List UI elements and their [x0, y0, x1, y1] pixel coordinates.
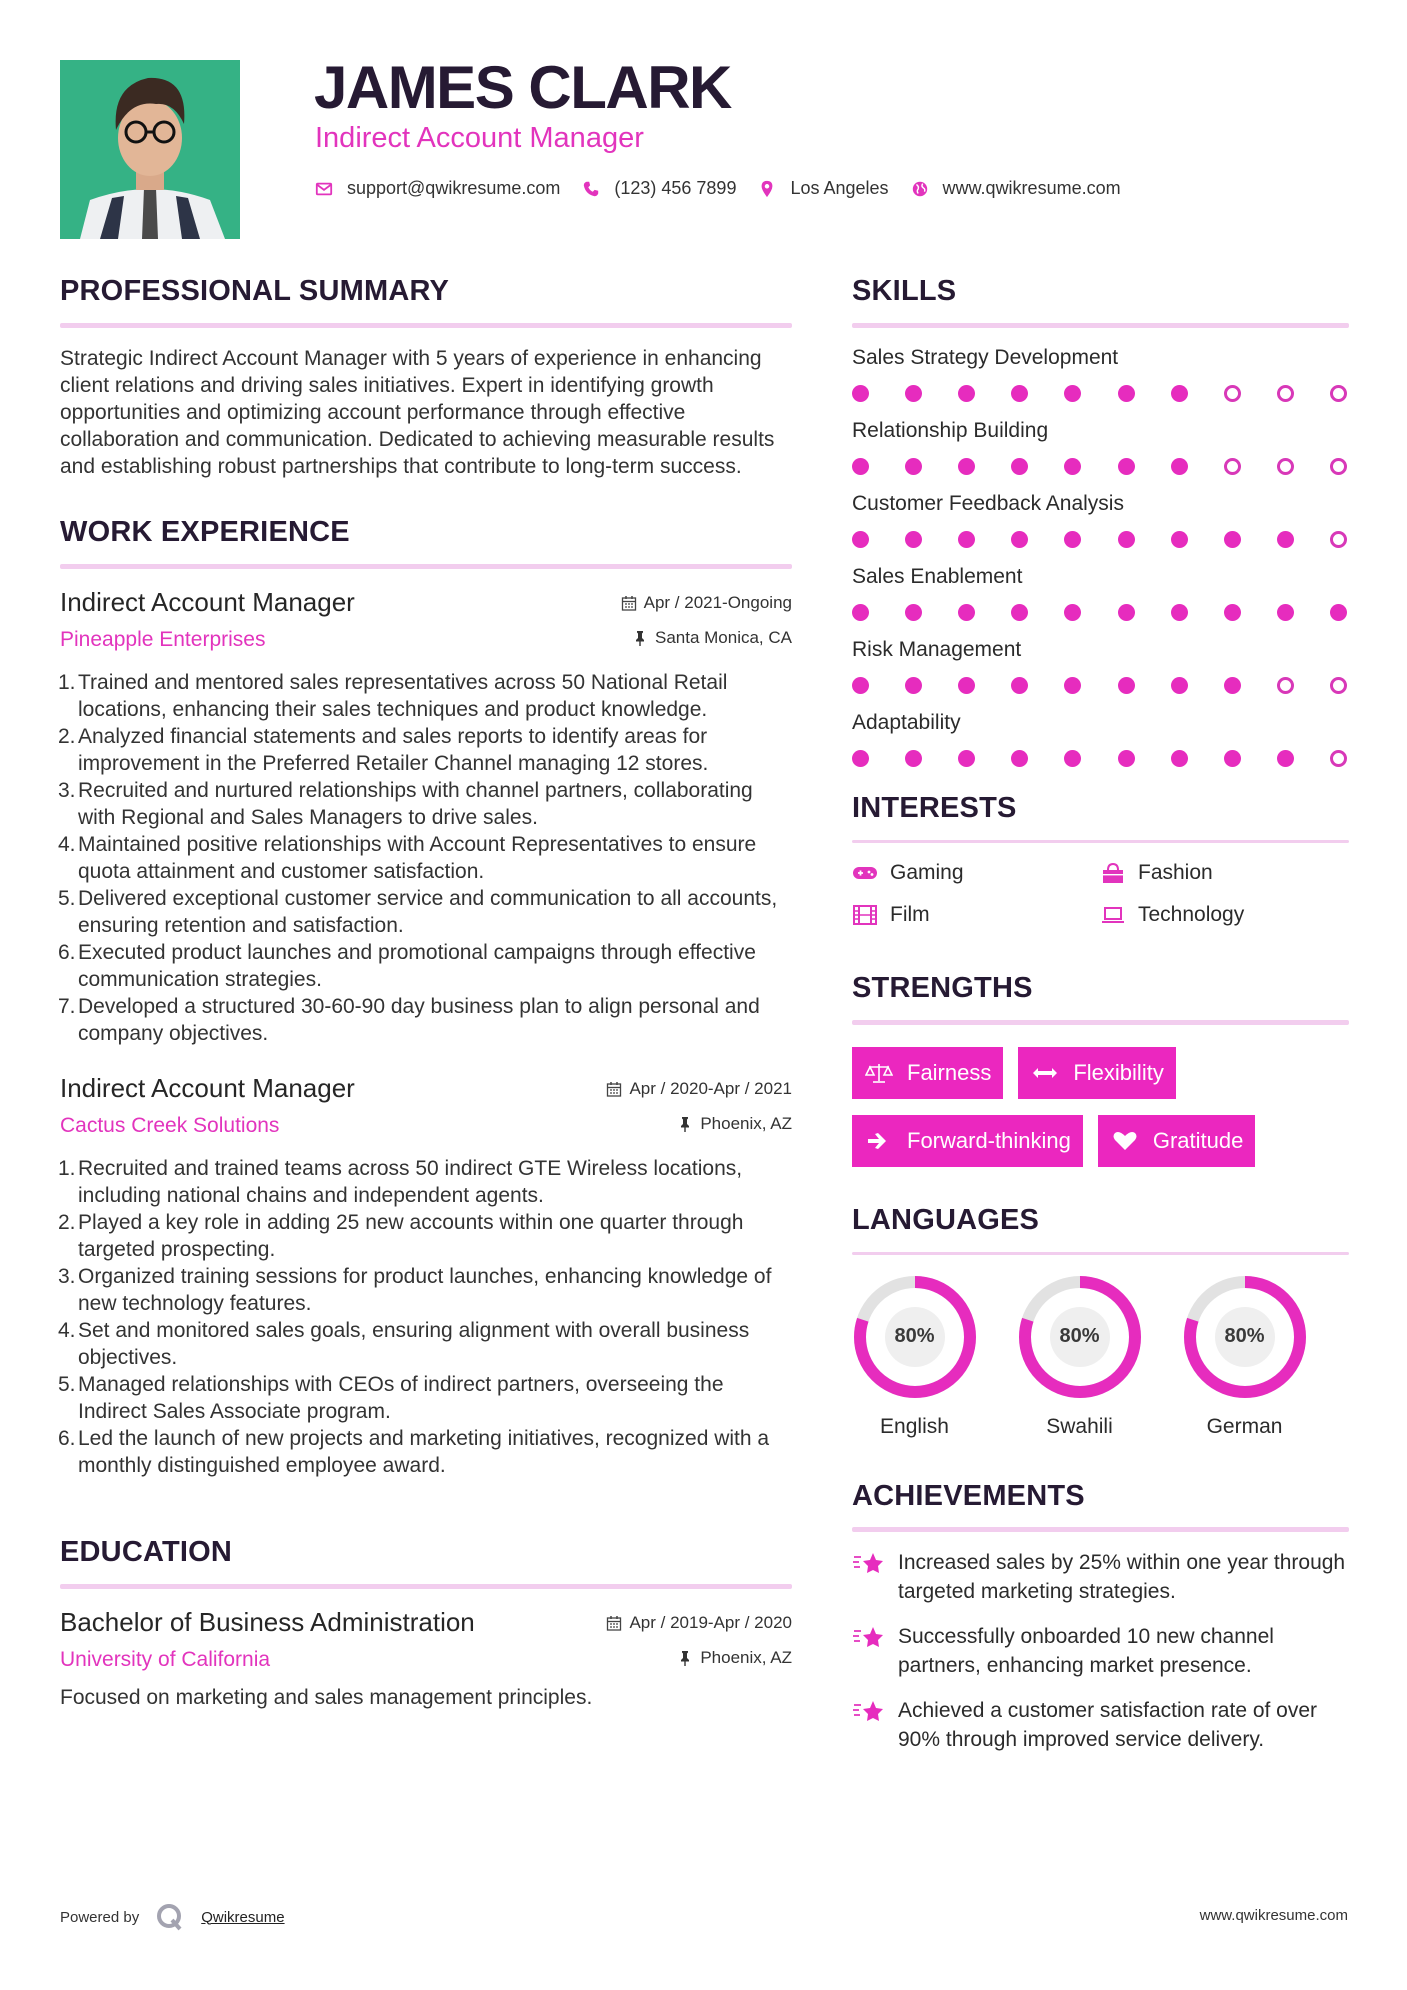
rating-dot-filled: [1224, 677, 1241, 694]
skill-item: [852, 709, 1349, 767]
skill-name: Risk Management: [852, 637, 1022, 661]
languages-list: [852, 1275, 1349, 1439]
language-name: Swahili: [1046, 1414, 1113, 1438]
rating-dot-empty: [1330, 385, 1347, 402]
rating-dot-filled: [1011, 458, 1028, 475]
bullet-item: 6. Led the launch of new projects and marketing initiatives, recognized with a monthly distinguished employee award.: [58, 1426, 770, 1477]
section-heading: LANGUAGES: [852, 1203, 1040, 1236]
skill-item: [852, 417, 1349, 475]
rating-dot-filled: [1011, 604, 1028, 621]
rating-dot-filled: [905, 531, 922, 548]
rating-dot-filled: [958, 531, 975, 548]
heart-icon: [1111, 1130, 1139, 1152]
skill-rating: [852, 604, 1349, 621]
rating-dot-empty: [1277, 458, 1294, 475]
rating-dot-filled: [1064, 458, 1081, 475]
job-location: Santa Monica, CA: [632, 628, 792, 648]
rating-dot-filled: [905, 604, 922, 621]
language-percent: 80%: [1050, 1307, 1110, 1367]
calendar-icon: [621, 595, 637, 611]
language-progress-ring: [1018, 1275, 1142, 1399]
skill-rating: [852, 385, 1349, 402]
language-progress-ring: [853, 1275, 977, 1399]
job-bullets: [60, 1155, 792, 1479]
skill-rating: [852, 750, 1349, 767]
rating-dot-empty: [1277, 385, 1294, 402]
candidate-name: JAMES CLARK: [314, 54, 731, 121]
skill-name: Customer Feedback Analysis: [852, 491, 1124, 515]
strengths-list: [852, 1047, 1349, 1183]
rating-dot-filled: [1118, 458, 1135, 475]
strength-chip: Flexibility: [1018, 1047, 1175, 1099]
rating-dot-filled: [905, 385, 922, 402]
contact-location: [758, 178, 888, 199]
section-heading: EDUCATION: [60, 1535, 233, 1568]
powered-by-label: Powered by: [60, 1908, 140, 1926]
job-entry: [60, 1073, 792, 1479]
job-date: Apr / 2021-Ongoing: [621, 593, 792, 613]
job-company: Pineapple Enterprises: [60, 627, 266, 651]
language-item: [1017, 1275, 1142, 1439]
achievement-item: Increased sales by 25% within one year through targeted marketing strategies.: [852, 1548, 1349, 1606]
section-divider: [852, 840, 1349, 843]
rating-dot-filled: [852, 385, 869, 402]
calendar-icon: [606, 1615, 622, 1631]
interests-list: [852, 861, 1349, 927]
skills-section: [852, 276, 1349, 767]
contact-email[interactable]: [315, 178, 560, 199]
skill-item: [852, 636, 1349, 694]
rating-dot-filled: [905, 750, 922, 767]
summary-text: Strategic Indirect Account Manager with 5 years of experience in enhancing client relations and driving sales initiatives. Expert in identifying growth opportunities and optimizing account performance through effective collaboration and communication. Dedicated to achieving measurable results and establishing robust partnerships that contribute to long-term success.: [60, 346, 775, 478]
qwikresume-link[interactable]: Qwikresume: [201, 1908, 285, 1926]
bullet-item: 2. Analyzed financial statements and sales reports to identify areas for improvement in the Preferred Retailer Channel managing 12 stores.: [58, 724, 709, 775]
rating-dot-filled: [1118, 750, 1135, 767]
rating-dot-filled: [1277, 750, 1294, 767]
section-heading: SKILLS: [852, 275, 957, 307]
rating-dot-filled: [1224, 604, 1241, 621]
education-entry: [60, 1607, 792, 1711]
shooting-star-icon: [852, 1698, 886, 1726]
pushpin-icon: [677, 1116, 693, 1132]
section-divider: [852, 1020, 1349, 1025]
interest-item: Technology: [1100, 903, 1348, 927]
section-heading: PROFESSIONAL SUMMARY: [60, 275, 450, 307]
contact-phone-text: (123) 456 7899: [614, 178, 737, 198]
job-bullets: [60, 669, 792, 1047]
rating-dot-filled: [1118, 531, 1135, 548]
rating-dot-filled: [1118, 604, 1135, 621]
education-description: Focused on marketing and sales management principles.: [60, 1685, 593, 1709]
skill-rating: [852, 531, 1349, 548]
map-pin-icon: [758, 180, 776, 198]
rating-dot-filled: [1171, 458, 1188, 475]
contact-row: [315, 178, 1143, 199]
bullet-item: 5. Delivered exceptional customer service and communication to all accounts, ensuring retention and satisfaction.: [58, 886, 778, 937]
rating-dot-empty: [1277, 677, 1294, 694]
language-progress-ring: [1183, 1275, 1307, 1399]
rating-dot-empty: [1330, 531, 1347, 548]
rating-dot-empty: [1224, 458, 1241, 475]
achievements-section: [852, 1481, 1349, 1755]
shooting-star-icon: [852, 1624, 886, 1652]
qwikresume-logo-icon: [155, 1902, 185, 1932]
rating-dot-filled: [1171, 531, 1188, 548]
achievements-list: [852, 1548, 1349, 1754]
rating-dot-filled: [1277, 531, 1294, 548]
rating-dot-filled: [958, 677, 975, 694]
phone-icon: [582, 180, 600, 198]
job-entry: [60, 587, 792, 1047]
rating-dot-filled: [1277, 604, 1294, 621]
interest-item: Fashion: [1100, 861, 1348, 885]
bullet-item: 3. Organized training sessions for product launches, enhancing knowledge of new technology features.: [58, 1264, 772, 1315]
section-divider: [60, 564, 792, 569]
left-column: [60, 276, 792, 1711]
strengths-section: [852, 973, 1349, 1183]
globe-icon: [911, 180, 929, 198]
rating-dot-filled: [1118, 677, 1135, 694]
balance-scale-icon: [865, 1062, 893, 1084]
rating-dot-filled: [905, 677, 922, 694]
rating-dot-filled: [1224, 531, 1241, 548]
bullet-item: 6. Executed product launches and promotional campaigns through effective communication strategies.: [58, 940, 756, 991]
strength-chip: Fairness: [852, 1047, 1003, 1099]
pushpin-icon: [677, 1650, 693, 1666]
rating-dot-filled: [1171, 750, 1188, 767]
rating-dot-filled: [958, 750, 975, 767]
gamepad-icon: [852, 862, 878, 884]
candidate-title: Indirect Account Manager: [315, 122, 644, 154]
skill-rating: [852, 458, 1349, 475]
skill-name: Relationship Building: [852, 418, 1049, 442]
bullet-item: 7. Developed a structured 30-60-90 day business plan to align personal and company objectives.: [58, 994, 760, 1045]
rating-dot-empty: [1330, 750, 1347, 767]
summary-section: [60, 276, 792, 480]
language-percent: 80%: [1215, 1307, 1275, 1367]
rating-dot-filled: [1011, 677, 1028, 694]
experience-section: [60, 517, 792, 1479]
right-column: [852, 276, 1349, 1754]
language-percent: 80%: [885, 1307, 945, 1367]
envelope-icon: [315, 180, 333, 198]
rating-dot-empty: [1330, 677, 1347, 694]
film-icon: [852, 904, 878, 926]
bullet-item: 2. Played a key role in adding 25 new accounts within one quarter through targeted prospecting.: [58, 1210, 744, 1261]
rating-dot-filled: [1171, 385, 1188, 402]
section-divider: [60, 1584, 792, 1589]
rating-dot-empty: [1330, 458, 1347, 475]
arrows-horizontal-icon: [1031, 1062, 1059, 1084]
shooting-star-icon: [852, 1550, 886, 1578]
section-heading: INTERESTS: [852, 791, 1017, 824]
achievement-item: Achieved a customer satisfaction rate of over 90% through improved service delivery.: [852, 1696, 1349, 1754]
skill-name: Sales Enablement: [852, 564, 1023, 588]
bullet-item: 5. Managed relationships with CEOs of indirect partners, overseeing the Indirect Sales Associate program.: [58, 1372, 724, 1423]
rating-dot-filled: [852, 750, 869, 767]
rating-dot-filled: [958, 458, 975, 475]
interests-section: [852, 793, 1349, 927]
section-divider: [852, 1527, 1349, 1532]
skills-list: [852, 344, 1349, 767]
contact-website[interactable]: [911, 178, 1121, 199]
rating-dot-filled: [1064, 385, 1081, 402]
rating-dot-filled: [1330, 604, 1347, 621]
contact-website-text: www.qwikresume.com: [942, 178, 1121, 198]
job-location: Phoenix, AZ: [677, 1114, 792, 1134]
bullet-item: 4. Maintained positive relationships with Account Representatives to ensure quota attainment and customer satisfaction.: [58, 832, 757, 883]
rating-dot-filled: [852, 604, 869, 621]
rating-dot-filled: [1064, 750, 1081, 767]
rating-dot-filled: [1171, 677, 1188, 694]
rating-dot-filled: [852, 531, 869, 548]
bullet-item: 3. Recruited and nurtured relationships with channel partners, collaborating with Regional and Sales Managers to drive sales.: [58, 778, 753, 829]
rating-dot-filled: [1064, 531, 1081, 548]
skill-item: [852, 563, 1349, 621]
arrow-right-icon: [865, 1130, 893, 1152]
laptop-icon: [1100, 904, 1126, 926]
section-divider: [852, 1252, 1349, 1255]
footer-powered-by: [60, 1902, 285, 1932]
job-company: Cactus Creek Solutions: [60, 1113, 280, 1137]
rating-dot-empty: [1224, 385, 1241, 402]
profile-photo: [60, 60, 240, 239]
bullet-item: 4. Set and monitored sales goals, ensuring alignment with overall business objectives.: [58, 1318, 750, 1369]
rating-dot-filled: [905, 458, 922, 475]
skill-item: [852, 344, 1349, 402]
rating-dot-filled: [1011, 531, 1028, 548]
job-role: Indirect Account Manager: [60, 1072, 355, 1103]
school: University of California: [60, 1647, 271, 1671]
contact-phone[interactable]: [582, 178, 736, 199]
bullet-item: 1. Trained and mentored sales representatives across 50 National Retail locations, enhancing their sales techniques and product knowledge.: [58, 670, 728, 721]
bullet-item: 1. Recruited and trained teams across 50 indirect GTE Wireless locations, including national chains and independent agents.: [58, 1156, 743, 1207]
interest-item: Gaming: [852, 861, 1100, 885]
education-location: Phoenix, AZ: [677, 1648, 792, 1668]
job-role: Indirect Account Manager: [60, 586, 355, 617]
rating-dot-filled: [1011, 385, 1028, 402]
avatar: [60, 60, 240, 239]
rating-dot-filled: [1171, 604, 1188, 621]
contact-location-text: Los Angeles: [790, 178, 889, 198]
skill-item: [852, 490, 1349, 548]
rating-dot-filled: [1064, 677, 1081, 694]
rating-dot-filled: [1224, 750, 1241, 767]
section-heading: STRENGTHS: [852, 971, 1033, 1004]
job-date: Apr / 2020-Apr / 2021: [606, 1079, 792, 1099]
achievement-item: Successfully onboarded 10 new channel partners, enhancing market presence.: [852, 1622, 1349, 1680]
education-section: [60, 1537, 792, 1711]
rating-dot-filled: [852, 677, 869, 694]
rating-dot-filled: [1118, 385, 1135, 402]
interest-item: Film: [852, 903, 1100, 927]
rating-dot-filled: [958, 385, 975, 402]
rating-dot-filled: [1064, 604, 1081, 621]
section-heading: WORK EXPERIENCE: [60, 515, 350, 548]
section-divider: [60, 323, 792, 328]
pushpin-icon: [632, 630, 648, 646]
skill-name: Adaptability: [852, 710, 961, 734]
education-date: Apr / 2019-Apr / 2020: [606, 1613, 792, 1633]
language-item: [852, 1275, 977, 1439]
degree: Bachelor of Business Administration: [60, 1606, 475, 1637]
language-name: English: [880, 1414, 949, 1438]
language-name: German: [1206, 1414, 1283, 1438]
languages-section: [852, 1205, 1349, 1439]
skill-name: Sales Strategy Development: [852, 345, 1119, 369]
calendar-icon: [606, 1081, 622, 1097]
skill-rating: [852, 677, 1349, 694]
footer-site[interactable]: www.qwikresume.com: [1199, 1907, 1348, 1924]
rating-dot-filled: [1011, 750, 1028, 767]
rating-dot-filled: [958, 604, 975, 621]
strength-chip: Gratitude: [1098, 1115, 1256, 1167]
language-item: [1182, 1275, 1307, 1439]
section-heading: ACHIEVEMENTS: [852, 1479, 1085, 1512]
contact-email-text: support@qwikresume.com: [347, 178, 561, 198]
strength-chip: Forward-thinking: [852, 1115, 1083, 1167]
rating-dot-filled: [852, 458, 869, 475]
shopping-bag-icon: [1100, 862, 1126, 884]
section-divider: [852, 323, 1349, 328]
